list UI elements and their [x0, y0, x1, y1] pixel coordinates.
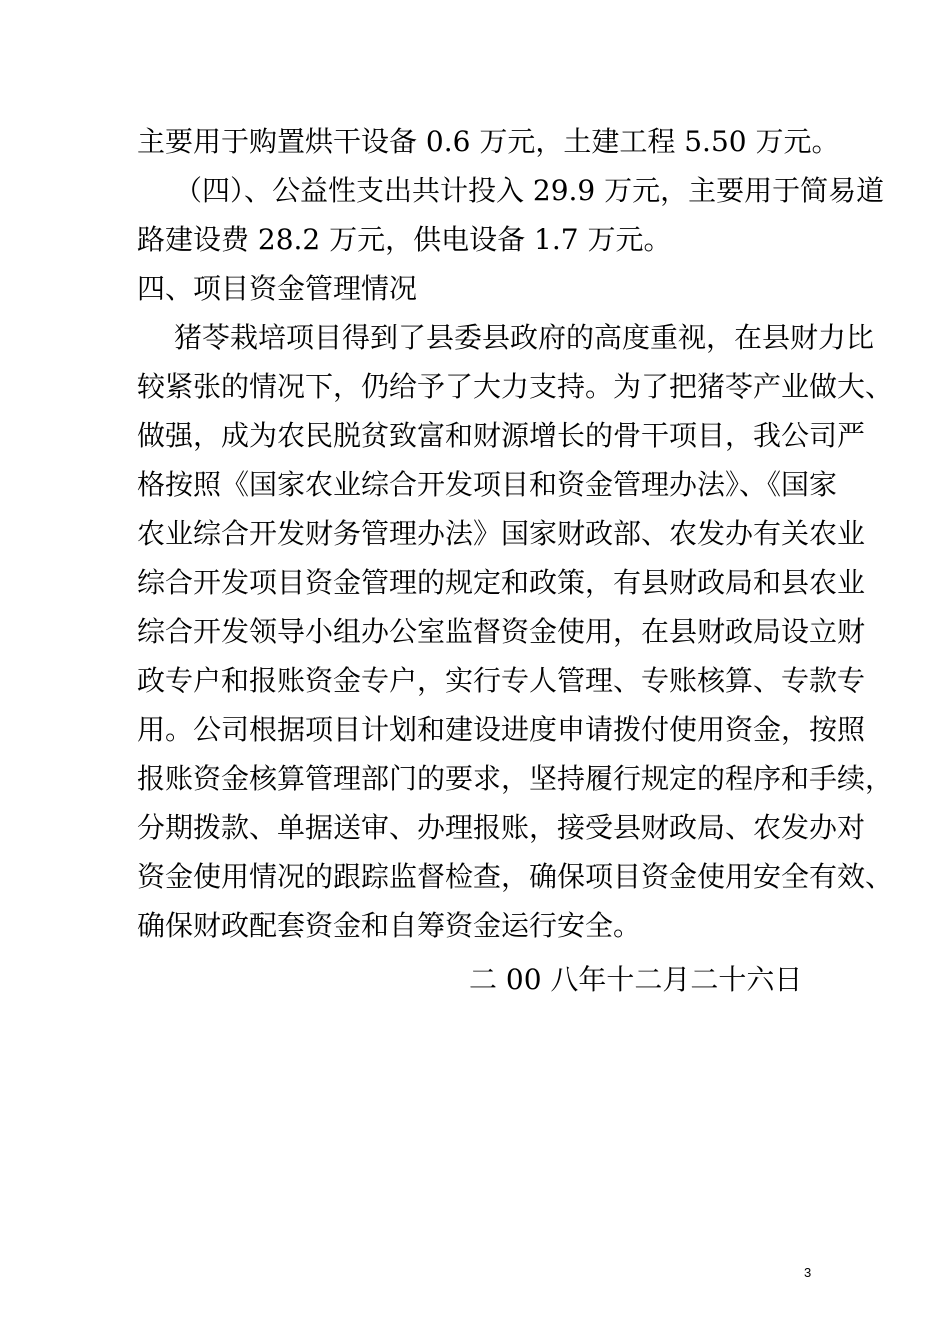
paragraph-line-11: 分期拨款、单据送审、办理报账，接受县财政局、农发办对	[137, 811, 866, 844]
paragraph-line-9: 用。公司根据项目计划和建设进度申请拨付使用资金，按照	[137, 713, 866, 746]
section-heading-four-supplement: （四）、公益性支出共计投入 29.9 万元，主要用于简易道	[174, 174, 885, 207]
paragraph-line-6: 综合开发项目资金管理的规定和政策，有县财政局和县农业	[137, 566, 866, 599]
paragraph-line-3: 做强，成为农民脱贫致富和财源增长的骨干项目，我公司严	[137, 419, 866, 452]
paragraph-line-5: 农业综合开发财务管理办法》国家财政部、农发办有关农业	[137, 517, 866, 550]
paragraph-line-4: 格按照《国家农业综合开发项目和资金管理办法》、《国家	[137, 468, 838, 501]
paragraph-line-8: 政专户和报账资金专户，实行专人管理、专账核算、专款专	[137, 664, 866, 697]
page-number: 3	[804, 1265, 812, 1280]
paragraph-line-7: 综合开发领导小组办公室监督资金使用，在县财政局设立财	[137, 615, 866, 648]
body-line-1: 主要用于购置烘干设备 0.6 万元，土建工程 5.50 万元。	[137, 125, 840, 158]
paragraph-line-13: 确保财政配套资金和自筹资金运行安全。	[137, 909, 642, 942]
section-heading-funds-management: 四、项目资金管理情况	[137, 272, 418, 305]
paragraph-line-2: 较紧张的情况下，仍给予了大力支持。为了把猪苓产业做大、	[137, 370, 894, 403]
body-line-3: 路建设费 28.2 万元，供电设备 1.7 万元。	[137, 223, 672, 256]
document-date: 二 00 八年十二月二十六日	[469, 963, 803, 996]
paragraph-line-10: 报账资金核算管理部门的要求，坚持履行规定的程序和手续，	[137, 762, 894, 795]
paragraph-line-1: 猪苓栽培项目得到了县委县政府的高度重视，在县财力比	[174, 321, 875, 354]
paragraph-line-12: 资金使用情况的跟踪监督检查，确保项目资金使用安全有效、	[137, 860, 894, 893]
